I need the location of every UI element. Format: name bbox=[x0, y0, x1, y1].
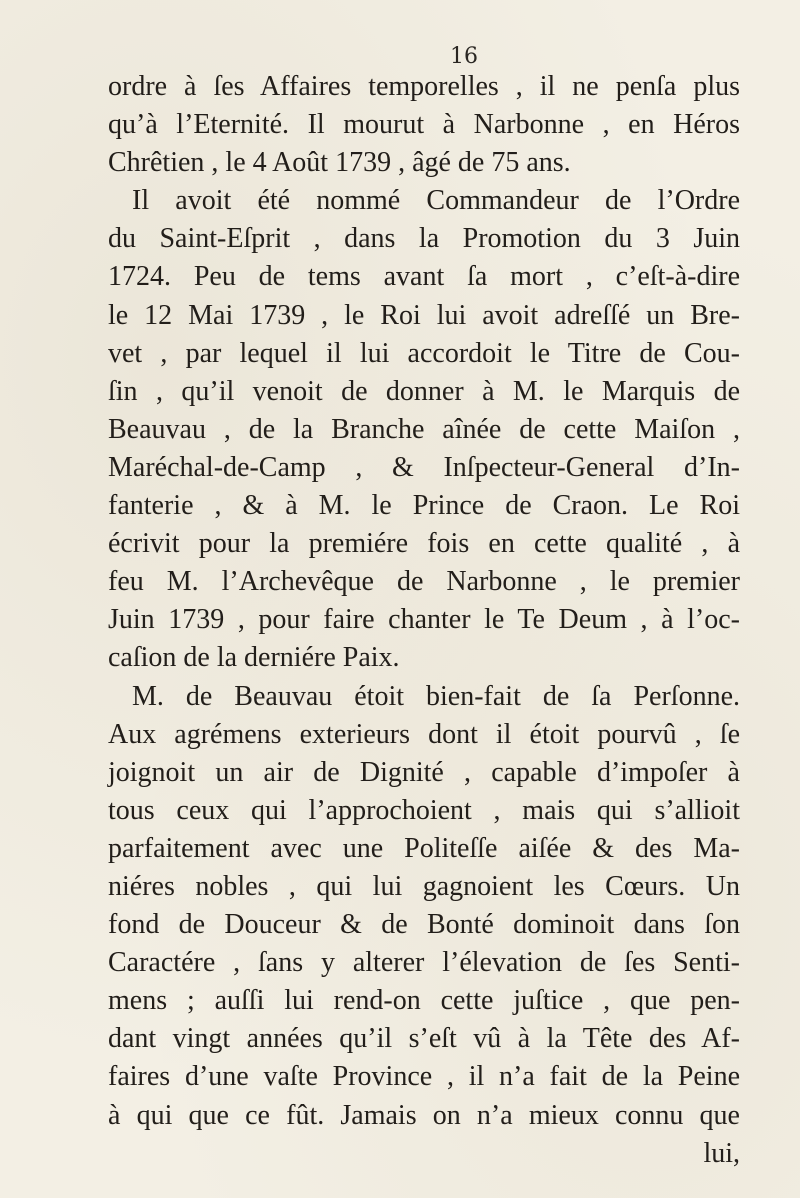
text-line: joignoit un air de Dignité , capable d’impoſer à bbox=[108, 756, 740, 788]
text-line: dant vingt années qu’il s’eſt vû à la Tête des Af- bbox=[108, 1023, 740, 1055]
text-line: ordre à ſes Affaires temporelles , il ne penſa plus bbox=[108, 71, 740, 102]
body-text bbox=[108, 68, 740, 1173]
text-line: niéres nobles , qui lui gagnoient les Cœurs. Un bbox=[108, 870, 740, 902]
text-line: Juin 1739 , pour faire chanter le Te Deum , à l’oc- bbox=[108, 604, 740, 636]
text-line: Aux agrémens exterieurs dont il étoit pourvû , ſe bbox=[108, 718, 740, 750]
catchword: lui, bbox=[703, 1137, 740, 1169]
text-line: fanterie , & à M. le Prince de Craon. Le Roi bbox=[108, 490, 740, 522]
text-line: M. de Beauvau étoit bien-fait de ſa Perſonne. bbox=[132, 680, 740, 712]
text-line: mens ; auſſi lui rend-on cette juſtice , que pen- bbox=[108, 985, 740, 1017]
text-line: ſin , qu’il venoit de donner à M. le Marquis de bbox=[108, 375, 740, 407]
text-line: faires d’une vaſte Province , il n’a fait de la Peine bbox=[108, 1061, 740, 1093]
text-line: Chrêtien , le 4 Août 1739 , âgé de 75 ans. bbox=[108, 147, 571, 179]
text-line: à qui que ce fût. Jamais on n’a mieux connu que bbox=[108, 1099, 740, 1131]
text-line: écrivit pour la premiére fois en cette qualité , à bbox=[108, 528, 740, 560]
text-line: caſion de la derniére Paix. bbox=[108, 642, 400, 674]
text-line: fond de Douceur & de Bonté dominoit dans ſon bbox=[108, 909, 740, 941]
text-line: du Saint-Eſprit , dans la Promotion du 3 Juin bbox=[108, 223, 740, 255]
page-number: 16 bbox=[450, 44, 478, 69]
text-line: 1724. Peu de tems avant ſa mort , c’eſt-à-dire bbox=[108, 261, 740, 293]
text-line: vet , par lequel il lui accordoit le Titre de Cou- bbox=[108, 337, 740, 369]
text-line: qu’à l’Eternité. Il mourut à Narbonne , en Héros bbox=[108, 109, 740, 141]
text-line: Il avoit été nommé Commandeur de l’Ordre bbox=[132, 185, 740, 217]
text-line: Maréchal-de-Camp , & Inſpecteur-General d’In- bbox=[108, 451, 740, 483]
text-line: feu M. l’Archevêque de Narbonne , le premier bbox=[108, 566, 740, 598]
text-line: tous ceux qui l’approchoient , mais qui s’allioit bbox=[108, 794, 740, 826]
text-line: Caractére , ſans y alterer l’élevation de ſes Senti- bbox=[108, 947, 740, 979]
text-line: Beauvau , de la Branche aînée de cette Maiſon , bbox=[108, 413, 740, 445]
text-line: parfaitement avec une Politeſſe aiſée & des Ma- bbox=[108, 832, 740, 864]
text-line: le 12 Mai 1739 , le Roi lui avoit adreſſé un Bre- bbox=[108, 299, 740, 331]
